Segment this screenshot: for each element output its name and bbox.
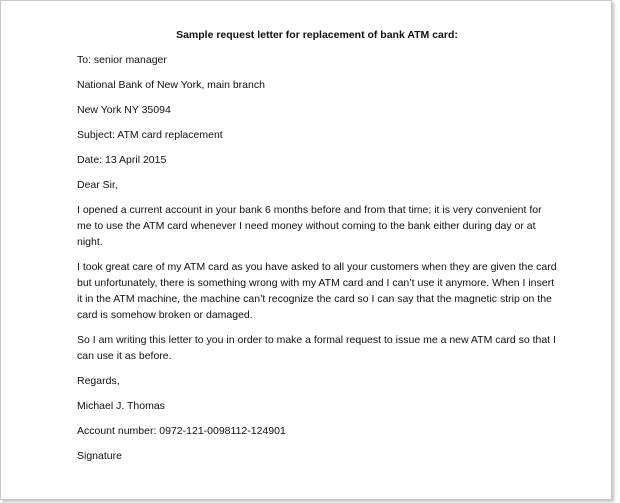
account-number: Account number: 0972-121-0098112-124901 [77, 425, 286, 437]
body-paragraph-2: I took great care of my ATM card as you have asked to all your customers when they are given the card but unfortunately, there is something wrong with my ATM card and I can’t use it anymore. When I insert it in the ATM machine, the machine can’t recognize the card so I can say that the magnetic strip on the card is somehow broken or damaged. [77, 261, 557, 321]
date-line: Date: 13 April 2015 [77, 154, 167, 166]
salutation: Dear Sir, [77, 179, 118, 191]
bank-name: National Bank of New York, main branch [77, 79, 265, 91]
letter-title: Sample request letter for replacement of bank ATM card: [176, 29, 458, 41]
recipient-line: To: senior manager [77, 54, 167, 66]
closing: Regards, [77, 375, 120, 387]
subject-line: Subject: ATM card replacement [77, 129, 223, 141]
sender-name: Michael J. Thomas [77, 400, 165, 412]
body-paragraph-3: So I am writing this letter to you in order to make a formal request to issue me a new ATM card so that I can use it as before. [77, 334, 556, 362]
body-paragraph-1: I opened a current account in your bank 6 months before and from that time; it is very convenient for me to use the ATM card whenever I need money without coming to the bank either during day or at night. [77, 204, 542, 248]
bank-address: New York NY 35094 [77, 104, 171, 116]
signature-line: Signature [77, 450, 122, 462]
letter-body [77, 27, 557, 473]
